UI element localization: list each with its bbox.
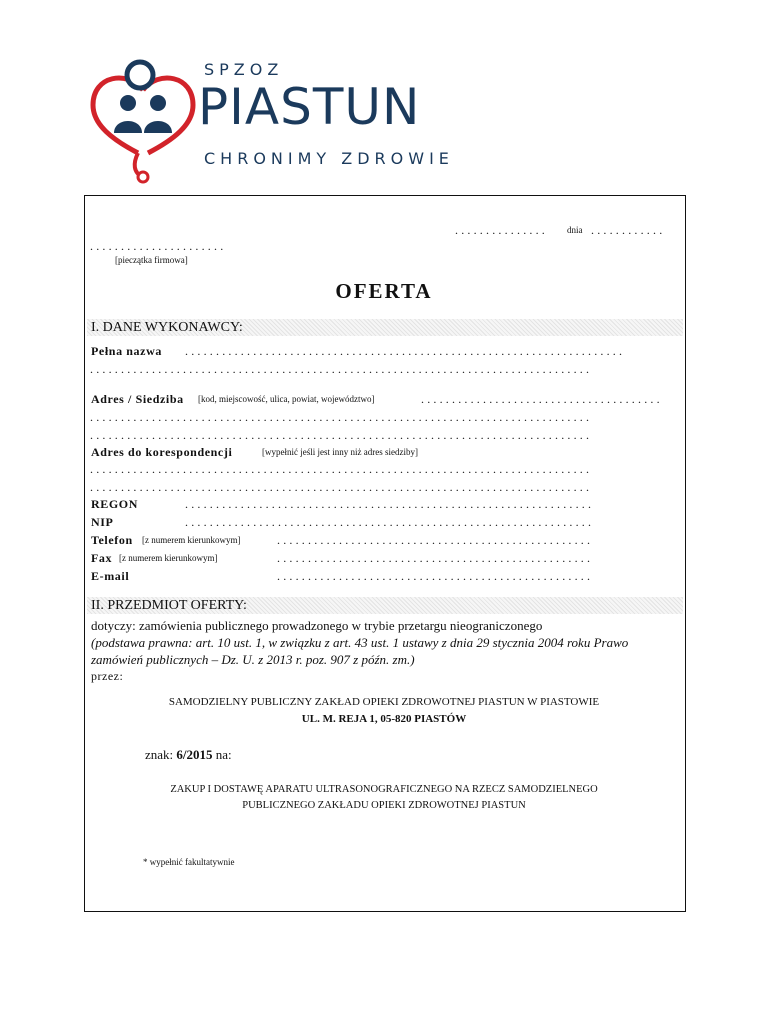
nip-label: NIP [91,515,114,529]
fax-hint: [z numerem kierunkowym] [119,553,218,563]
subject-legal-basis-line-2: zamówień publicznych – Dz. U. z 2013 r. poz. 907 z późn. zm.) [91,652,415,667]
organization-address: UL. M. REJA 1, 05-820 PIASTÓW [301,713,467,725]
correspondence-label: Adres do korespondencji [91,445,233,459]
address-hint: [kod, miejscowość, ulica, powiat, województwo] [198,394,375,404]
subject-line-1: dotyczy: zamówienia publicznego prowadzonego w trybie przetargu nieograniczonego [91,618,543,633]
by-label: przez: [91,669,124,683]
address-field-line-2[interactable]: ................................................................................. [90,410,593,424]
offer-form [84,195,686,912]
phone-field[interactable]: ................................................... [277,533,594,547]
regon-label: REGON [91,497,139,511]
nip-field[interactable]: .................................................................. [185,515,595,529]
logo [88,55,458,185]
date-dots-left[interactable]: ............... [455,223,548,237]
correspondence-hint: [wypełnić jeśli jest inny niż adres siedziby] [262,447,418,457]
full-name-field-line-2[interactable]: ................................................................................. [90,362,593,376]
phone-label: Telefon [91,533,133,547]
address-field[interactable]: ....................................... [421,392,663,406]
date-word: dnia [567,225,583,235]
brand-name: PIASTUN [198,78,421,136]
fax-label: Fax [91,551,113,565]
email-label: E-mail [91,569,130,583]
organization-name: SAMODZIELNY PUBLICZNY ZAKŁAD OPIEKI ZDROWOTNEJ PIASTUN W PIASTOWIE [168,696,600,708]
correspondence-field[interactable]: ................................................................................. [90,462,593,476]
stamp-label: [pieczątka firmowa] [115,255,188,265]
section-2-title: II. PRZEDMIOT OFERTY: [91,598,247,613]
regon-field[interactable]: .................................................................. [185,497,595,511]
procurement-subject: ZAKUP I DOSTAWĘ APARATU ULTRASONOGRAFICZNEGO NA RZECZ SAMODZIELNEGO [170,784,598,795]
brand-top-text: SPZOZ [204,60,284,79]
stamp-dots[interactable]: ...................... [90,239,227,253]
subject-legal-basis: (podstawa prawna: art. 10 ust. 1, w związku z art. 43 ust. 1 ustawy z dnia 29 stycznia 2004 roku Prawo [91,635,629,650]
section-1-title: I. DANE WYKONAWCY: [91,320,243,335]
footnote: * wypełnić fakultatywnie [143,857,235,867]
address-label: Adres / Siedziba [91,392,184,406]
section-1-header [87,319,683,336]
reference-suffix: na: [215,747,232,762]
fax-field[interactable]: ................................................... [277,551,594,565]
full-name-label: Pełna nazwa [91,344,162,358]
reference-label: znak: [145,747,174,762]
date-dots-right[interactable]: ............ [591,223,666,237]
reference [145,747,232,763]
correspondence-field-line-2[interactable]: ................................................................................. [90,480,593,494]
logo-heart-icon [88,55,198,185]
section-2-header [87,597,683,614]
phone-hint: [z numerem kierunkowym] [142,535,241,545]
address-field-line-3[interactable]: ................................................................................. [90,428,593,442]
page-title: OFERTA [335,279,433,303]
brand-tagline: CHRONIMY ZDROWIE [204,149,454,168]
reference-number: 6/2015 [176,747,213,762]
full-name-field[interactable]: ....................................................................... [185,344,626,358]
procurement-subject-line-2: PUBLICZNEGO ZAKŁADU OPIEKI ZDROWOTNEJ PIASTUN [242,800,526,811]
email-field[interactable]: ................................................... [277,569,594,583]
